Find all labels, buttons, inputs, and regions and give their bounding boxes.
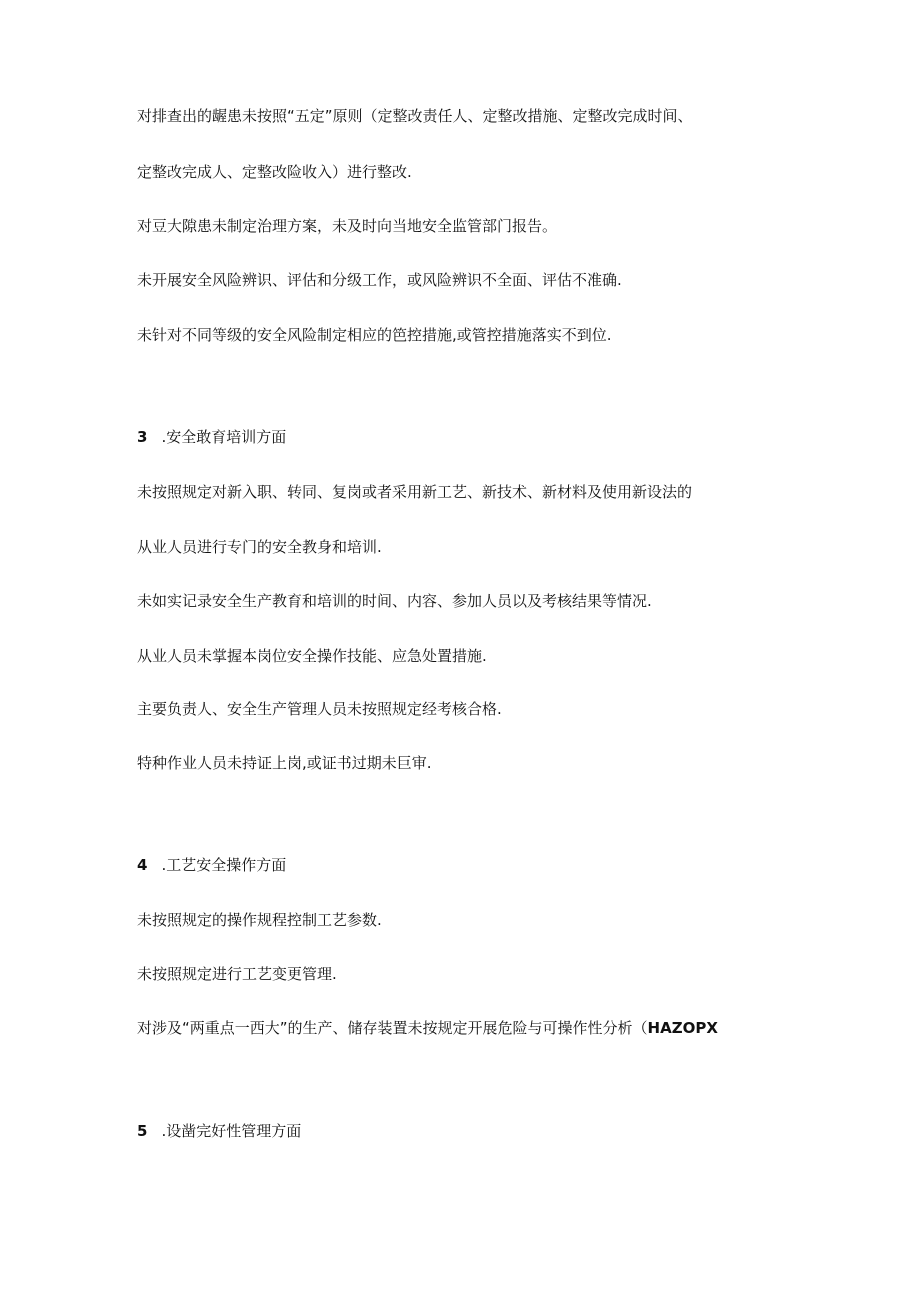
hazop-label: HAZOPX [647, 1019, 718, 1037]
section-4-item-hazop [137, 1018, 718, 1038]
section-3-number: 3 [137, 428, 148, 446]
section-3-item: 从业人员进行专门的安全教身和培训. [137, 538, 382, 556]
section-4-heading [137, 855, 286, 875]
section-3-heading [137, 427, 286, 447]
paragraph-risk-identification: 未开展安全风险辨识、评估和分级工作，或风险辨识不全面、评估不准确. [137, 271, 622, 289]
section-3-title: .安全敢育培训方面 [161, 428, 287, 446]
section-5-number: 5 [137, 1122, 148, 1140]
paragraph-risk-control-measures: 未针对不同等级的安全风险制定相应的笆控措施,或管控措施落实不到位. [137, 326, 612, 344]
section-5-heading [137, 1121, 301, 1141]
section-3-item: 从业人员未掌握本岗位安全操作技能、应急处置措施. [137, 647, 487, 665]
section-3-item: 主要负责人、安全生产管理人员未按照规定经考核合格. [137, 700, 502, 718]
paragraph-major-hazard-plan: 对豆大隙患未制定治理方案，未及时向当地安全监管部门报告。 [137, 217, 558, 235]
section-4-title: .工艺安全操作方面 [161, 856, 287, 874]
hazop-item-text: 对涉及“两重点一西大”的生产、储存装置未按规定开展危险与可操作性分析（ [137, 1019, 648, 1037]
section-3-item: 特种作业人员未持证上岗,或证书过期未巨审. [137, 754, 432, 772]
section-3-item: 未按照规定对新入职、转同、复岗或者采用新工艺、新技术、新材料及使用新设法的 [137, 483, 693, 501]
paragraph-five-fixed-principle-line1: 对排查出的龌患未按照“五定”原则（定整改责任人、定整改措施、定整改完成时间、 [137, 107, 693, 125]
section-4-item: 未按照规定的操作规程控制工艺参数. [137, 911, 382, 929]
section-4-item: 未按照规定进行工艺变更管理. [137, 965, 337, 983]
section-3-item: 未如实记录安全生产教育和培训的时间、内容、参加人员以及考核结果等情况. [137, 592, 652, 610]
section-4-number: 4 [137, 856, 148, 874]
section-5-title: .设凿完好性管理方面 [161, 1122, 302, 1140]
paragraph-five-fixed-principle-line2: 定整改完成人、定整改险收入）进行整改. [137, 163, 412, 181]
